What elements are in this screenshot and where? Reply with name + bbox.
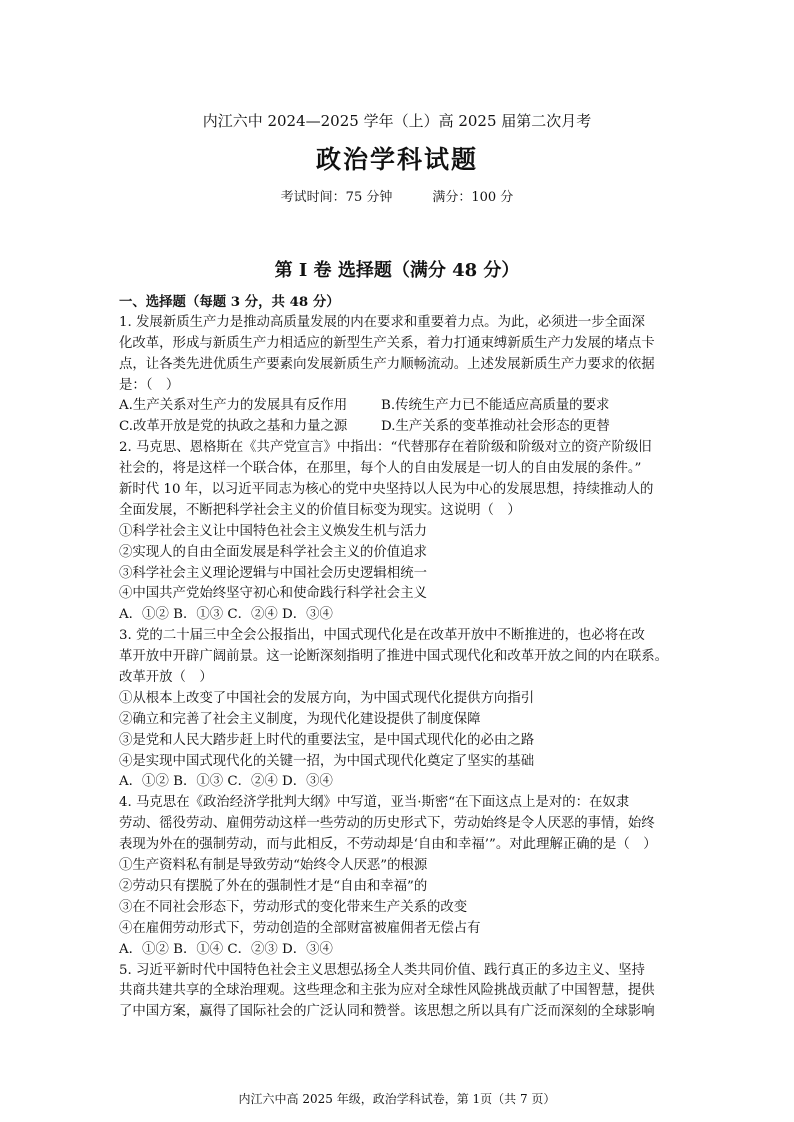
questions-area [119, 292, 687, 1023]
section-title: 第 I 卷 选择题（满分 48 分） [274, 260, 520, 281]
exam-time: 考试时间：75 分钟 [280, 190, 393, 205]
answer-options: A．①② B．①④ C．②③ D．③④ [119, 941, 333, 957]
statement-item: ④是实现中国式现代化的关键一招，为中国式现代化奠定了坚实的基础 [119, 753, 535, 769]
question-stem-line: 5. 习近平新时代中国特色社会主义思想弘扬全人类共同价值、践行真正的多边主义、坚持 [119, 962, 645, 978]
question-3 [119, 626, 687, 793]
question-stem-line: 了中国方案，赢得了国际社会的广泛认同和赞誉。该思想之所以具有广泛而深刻的全球影响 [119, 1004, 655, 1020]
question-stem-line: 4. 马克思在《政治经济学批判大纲》中写道，亚当·斯密“在下面这点上是对的：在奴隶 [119, 795, 630, 811]
question-stem-line: 3. 党的二十届三中全会公报指出，中国式现代化是在改革开放中不断推进的，也必将在改 [119, 628, 645, 644]
option-c: C.改革开放是党的执政之基和力量之源 [119, 419, 348, 435]
page-title: 政治学科试题 [315, 145, 478, 174]
question-2 [119, 438, 687, 626]
question-stem-line: 共商共建共享的全球治理观。这些理念和主张为应对全球性风险挑战贡献了中国智慧，提供 [119, 983, 655, 999]
option-row [119, 396, 687, 417]
question-stem-line: 化改革，形成与新质生产力相适应的新型生产关系，着力打通束缚新质生产力发展的堵点卡 [119, 335, 655, 351]
question-stem-line: 新时代 10 年，以习近平同志为核心的党中央坚持以人民为中心的发展思想，持续推动人的 [119, 482, 654, 498]
option-d: D.生产关系的变革推动社会形态的更替 [381, 419, 610, 435]
statement-item: ④在雇佣劳动形式下，劳动创造的全部财富被雇佣者无偿占有 [119, 920, 481, 936]
question-5 [119, 961, 687, 1024]
option-a: A.生产关系对生产力的发展具有反作用 [119, 398, 348, 414]
statement-item: ②实现人的自由全面发展是科学社会主义的价值追求 [119, 544, 427, 560]
question-stem-line: 2. 马克思、恩格斯在《共产党宣言》中指出：“代替那存在着阶级和阶级对立的资产阶级旧 [119, 440, 652, 456]
question-stem-line: 表现为外在的强制劳动，而与此相反，不劳动却是‘自由和幸福’”。对此理解正确的是（ ） [119, 837, 657, 853]
part-heading: 一、选择题（每题 3 分，共 48 分） [119, 294, 340, 310]
statement-item: ②确立和完善了社会主义制度，为现代化建设提供了制度保障 [119, 711, 481, 727]
statement-item: ①科学社会主义让中国特色社会主义焕发生机与活力 [119, 523, 427, 539]
question-stem-line: 是：（ ） [119, 377, 180, 393]
exam-meta [0, 186, 794, 205]
statement-item: ①生产资料私有制是导致劳动“始终令人厌恶”的根源 [119, 858, 428, 874]
exam-header-line: 内江六中 2024—2025 学年（上）高 2025 届第二次月考 [202, 112, 592, 130]
question-1 [119, 313, 687, 438]
question-stem-line: 点，让各类先进优质生产要素向发展新质生产力顺畅流动。上述发展新质生产力要求的依据 [119, 356, 655, 372]
statement-item: ③在不同社会形态下，劳动形式的变化带来生产关系的改变 [119, 899, 468, 915]
statement-item: ①从根本上改变了中国社会的发展方向，为中国式现代化提供方向指引 [119, 690, 535, 706]
full-score: 满分：100 分 [432, 190, 514, 205]
question-4 [119, 793, 687, 960]
answer-options: A．①② B．①③ C．②④ D．③④ [119, 607, 333, 623]
question-stem-line: 改革开放（ ） [119, 670, 213, 686]
answer-options: A．①② B．①③ C．②④ D．③④ [119, 774, 333, 790]
question-stem-line: 全面发展，不断把科学社会主义的价值目标变为现实。这说明（ ） [119, 502, 521, 518]
question-stem-line: 1. 发展新质生产力是推动高质量发展的内在要求和重要着力点。为此，必须进一步全面深 [119, 314, 645, 330]
question-stem-line: 社会的，将是这样一个联合体，在那里，每个人的自由发展是一切人的自由发展的条件。” [119, 461, 642, 477]
page-footer: 内江六中高 2025 年级，政治学科试卷，第 1页（共 7 页） [238, 1092, 556, 1106]
option-row [119, 417, 687, 438]
question-stem-line: 劳动、徭役劳动、雇佣劳动这样一些劳动的历史形式下，劳动始终是令人厌恶的事情，始终 [119, 816, 655, 832]
statement-item: ④中国共产党始终坚守初心和使命践行科学社会主义 [119, 586, 427, 602]
question-stem-line: 革开放中开辟广阔前景。这一论断深刻指明了推进中国式现代化和改革开放之间的内在联系。 [119, 649, 669, 665]
statement-item: ③是党和人民大踏步赶上时代的重要法宝，是中国式现代化的必由之路 [119, 732, 535, 748]
option-b: B.传统生产力已不能适应高质量的要求 [381, 398, 610, 414]
statement-item: ②劳动只有摆脱了外在的强制性才是“自由和幸福”的 [119, 878, 428, 894]
statement-item: ③科学社会主义理论逻辑与中国社会历史逻辑相统一 [119, 565, 427, 581]
